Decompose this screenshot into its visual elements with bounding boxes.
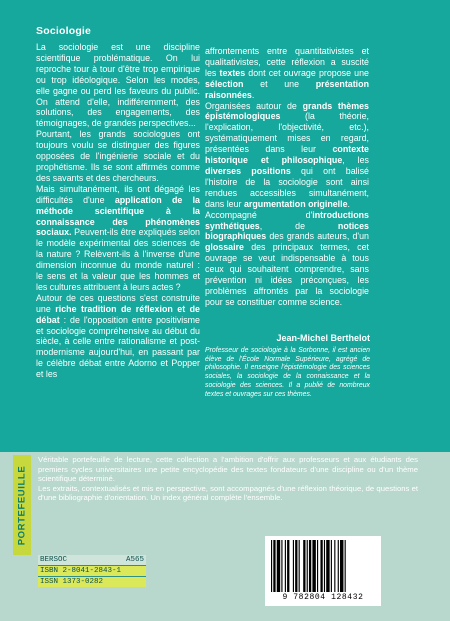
barcode-bar (293, 540, 294, 592)
barcode-bar (285, 540, 286, 592)
barcode-bar (287, 540, 289, 592)
barcode-bar (271, 540, 272, 592)
section-title: Sociologie (36, 25, 92, 37)
barcode-bar (277, 540, 280, 592)
barcode-bar (317, 540, 318, 592)
publisher-code-row (38, 555, 146, 566)
barcode-bar (307, 540, 308, 592)
barcode-bar (312, 540, 315, 592)
collection-paragraph-2: Les extraits, contextualisés et mis en perspective, sont accompagnés d'une réflexion théorique, de questions et d'une bibliographie d'orientation. Un index général complète l'ensemble. (38, 483, 418, 502)
collection-label (13, 455, 31, 555)
reference-code: A565 (125, 556, 144, 564)
barcode-bars (271, 540, 375, 592)
collection-description (38, 455, 418, 503)
barcode-bar (331, 540, 332, 592)
barcode-bar (273, 540, 275, 592)
barcode-bar (281, 540, 282, 592)
barcode-bar (345, 540, 346, 592)
author-name: Jean-Michel Berthelot (276, 333, 370, 343)
barcode-bar (326, 540, 329, 592)
barcode-bar (338, 540, 339, 592)
publisher-code: BERSOC (40, 556, 68, 564)
barcode-bar (309, 540, 311, 592)
barcode (265, 536, 381, 606)
barcode-bar (334, 540, 335, 592)
barcode-bar (320, 540, 322, 592)
left-paragraph-2: Pourtant, les grands sociologues ont toujours voulu se distinguer des figures opposées de l'ingénierie sociale et du prophétisme. Ils se sont affirmés comme des savants et des chercheurs. (36, 129, 200, 183)
barcode-bar (303, 540, 305, 592)
barcode-bar (299, 540, 300, 592)
left-paragraph-1: La sociologie est une discipline scientifique problématique. On lui reproche tour à tour d'être trop empirique ou trop idéologique. Selon les modes, elle gagne ou perd les faveurs du public. On attend d'elle, indifféremment, des solutions, des engagements, des témoignages, de grandes perspectives... (36, 42, 200, 129)
left-column (36, 42, 200, 380)
barcode-bar (340, 540, 343, 592)
barcode-number: 9 782804 128432 (282, 593, 364, 602)
isbn: ISBN 2-8041-2843-1 (38, 566, 146, 577)
right-column (205, 46, 369, 308)
author-bio: Professeur de sociologie à la Sorbonne, il est ancien élève de l'École Normale Supérieure, agrégé de philosophie. Il enseigne l'épistémologie des sciences sociales, la sociologie de la connaissance et la sociologie des sciences. Il a publié de nombreux textes et ouvrages sur ces thèmes. (205, 347, 370, 398)
collection-paragraph-1: Véritable portefeuille de lecture, cette collection a l'ambition d'offrir aux professeurs et aux étudiants des premiers cycles universitaires une petite encyclopédie des textes fondateurs d'une discipline ou d'un thème scientifique déterminé. (38, 455, 418, 483)
left-paragraph-3: Mais simultanément, ils ont dégagé les difficultés d'une application de la méthode scientifique à la connaissance des phénomènes sociaux. Peuvent-ils être expliqués selon le modèle expérimental des sciences de la nature ? Relèvent-ils à l'inverse d'une dimension inconnue du monde naturel : le sens et la valeur que les hommes et les cultures attribuent à leurs actes ? (36, 183, 200, 292)
right-paragraph-2: Organisées autour de grands thèmes épistémologiques (la théorie, l'explication, l'objectivité, etc.), systématiquement mises en regard, présentées dans leur contexte historique et philosophique, les diverses positions qui ont balisé l'histoire de la sociologie sont ainsi rendues accessibles simultanément, dans leur argumentation originelle. (205, 100, 369, 209)
barcode-bar (324, 540, 325, 592)
issn: ISSN 1373-0282 (38, 577, 146, 587)
right-paragraph-1: affrontements entre quantitativistes et qualitativistes, cette réflexion a suscité les textes dont cet ouvrage propose une sélection et une présentation raisonnées. (205, 46, 369, 100)
left-paragraph-4: Autour de ces questions s'est construite une riche tradition de réflexion et de débat : de l'opposition entre positivisme et sociologie compréhensive au début du siècle, à celle entre rationalisme et post-modernisme aujourd'hui, en passant par le célèbre débat entre Adorno et Popper et les (36, 292, 200, 380)
right-paragraph-3: Accompagné d'introductions synthétiques, de notices biographiques des grands auteurs, d'un glossaire des principaux termes, cet ouvrage se veut indispensable à tous ceux qui souhaitent comprendre, sans prévention ni idées préconçues, les problèmes affrontés par la sociologie pour se constituer comme science. (205, 209, 369, 307)
collection-label-text: PORTEFEUILLE (16, 465, 28, 545)
barcode-bar (295, 540, 297, 592)
publisher-info-box (38, 555, 146, 587)
